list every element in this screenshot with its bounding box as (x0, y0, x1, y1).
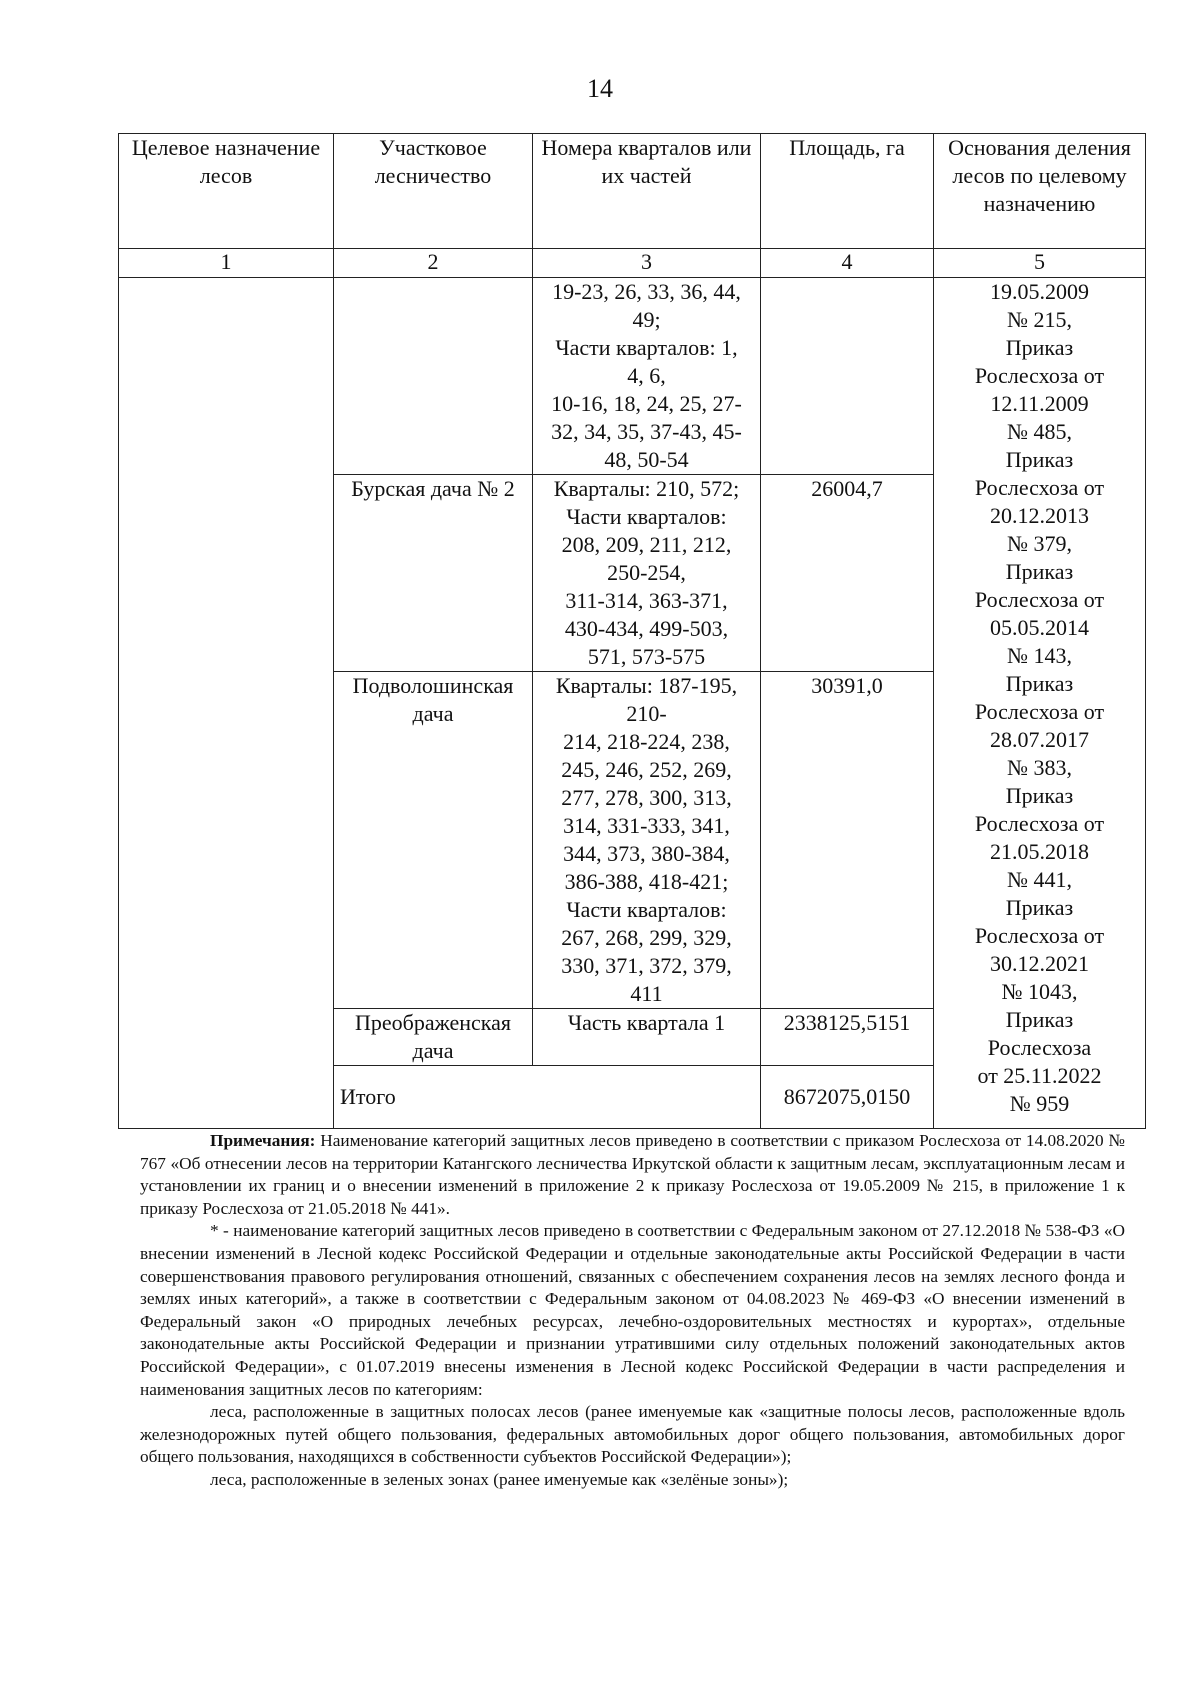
notes (140, 1130, 1125, 1492)
district-cell: Бурская дача № 2 (334, 475, 533, 672)
table-row (119, 278, 1146, 475)
header-area: Площадь, га (761, 134, 934, 249)
text-line: 214, 218-224, 238, (563, 729, 730, 754)
text-line: Части кварталов: 1, (555, 335, 738, 360)
text-line: Приказ (1005, 1007, 1074, 1032)
text-lines (940, 278, 1139, 1118)
text-line: 314, 331-333, 341, (563, 813, 730, 838)
header-quarters: Номера кварталов или их частей (533, 134, 761, 249)
col-number: 1 (119, 249, 334, 278)
text-line: 20.12.2013 (990, 503, 1089, 528)
text-line: 245, 246, 252, 269, (561, 757, 732, 782)
district-cell: Преображенская дача (334, 1009, 533, 1066)
text-line: № 959 (1009, 1091, 1070, 1116)
text-line: Рослесхоза от (974, 587, 1105, 612)
text-line: № 485, (1007, 419, 1072, 444)
text-line: Рослесхоза от (974, 475, 1105, 500)
text-line: 48, 50-54 (604, 447, 689, 472)
text-line: Рослесхоза от (974, 699, 1105, 724)
text-line: № 215, (1007, 307, 1072, 332)
text-line: Кварталы: 187-195, (555, 673, 738, 698)
text-line: 28.07.2017 (990, 727, 1089, 752)
purpose-cell (119, 278, 334, 1129)
text-line: 330, 371, 372, 379, (561, 953, 732, 978)
text-line: Рослесхоза от (974, 923, 1105, 948)
header-basis: Основания деления лесов по целевому назначению (934, 134, 1146, 249)
total-label: Итого (334, 1066, 761, 1129)
text-line: Рослесхоза от (974, 363, 1105, 388)
text-line: 208, 209, 211, 212, (561, 532, 732, 557)
header-purpose: Целевое назначение лесов (119, 134, 334, 249)
col-number: 5 (934, 249, 1146, 278)
text-line: № 1043, (1001, 979, 1078, 1004)
text-line: 05.05.2014 (990, 615, 1089, 640)
text-line: 344, 373, 380-384, (563, 841, 730, 866)
text-line: от 25.11.2022 (977, 1063, 1102, 1088)
text-line: 386-388, 418-421; (564, 869, 729, 894)
text-line: Части кварталов: (566, 504, 727, 529)
text-line: 267, 268, 299, 329, (561, 925, 732, 950)
text-line: 49; (632, 307, 661, 332)
forest-table (118, 133, 1146, 1129)
text-line: 277, 278, 300, 313, (561, 785, 732, 810)
quarters-cell (533, 672, 761, 1009)
area-cell: 30391,0 (761, 672, 934, 1009)
district-cell (334, 278, 533, 475)
text-line: Рослесхоза от (974, 811, 1105, 836)
total-area: 8672075,0150 (761, 1066, 934, 1129)
text-line: 30.12.2021 (990, 951, 1089, 976)
text-line: 210- (626, 701, 667, 726)
quarters-cell (533, 1009, 761, 1066)
text-line: Приказ (1005, 335, 1074, 360)
text-line: 19-23, 26, 33, 36, 44, (552, 279, 741, 304)
text-line: 4, 6, (627, 363, 666, 388)
text-lines (539, 1009, 754, 1037)
text-lines (539, 672, 754, 1008)
text-line: 12.11.2009 (990, 391, 1089, 416)
text-line: Приказ (1005, 559, 1074, 584)
text-line: 311-314, 363-371, (565, 588, 728, 613)
text-line: Приказ (1005, 895, 1074, 920)
col-number: 3 (533, 249, 761, 278)
text-line: Части кварталов: (566, 897, 727, 922)
text-line: 21.05.2018 (990, 839, 1089, 864)
quarters-cell (533, 475, 761, 672)
text-line: 10-16, 18, 24, 25, 27- (551, 391, 742, 416)
area-cell: 2338125,5151 (761, 1009, 934, 1066)
header-district: Участковое лесничество (334, 134, 533, 249)
note-text: * - наименование категорий защитных лесов приведено в соответствии с Федеральным законом от 27.12.2018 № 538-ФЗ «О внесении изменений в Лесной кодекс Российской Федерации и отдельные законодательные акты Российской Федерации в части совершенствования правового регулирования отношений, связанных с обеспечением сохранения лесов на землях лесного фонда и землях иных категорий», а также в соответствии с Федеральным законом от 04.08.2023 № 469-ФЗ «О внесении изменений в Федеральный закон «О природных лечебных ресурсах, лечебно-оздоровительных местностях и курортах», отдельные законодательные акты Российской Федерации и признании утратившими силу отдельных положений законодательных актов Российской Федерации», с 01.07.2019 внесены изменения в Лесной кодекс Российской Федерации в части распределения и наименования защитных лесов по категориям: (140, 1221, 1125, 1399)
text-line: Кварталы: 210, 572; (553, 476, 740, 501)
area-cell: 26004,7 (761, 475, 934, 672)
text-lines (539, 475, 754, 671)
text-line: 250-254, (607, 560, 686, 585)
note-text: леса, расположенные в зеленых зонах (ранее именуемые как «зелёные зоны»); (210, 1469, 789, 1489)
page-number: 14 (587, 74, 613, 103)
text-line: № 383, (1007, 755, 1072, 780)
text-line: Приказ (1005, 783, 1074, 808)
col-number: 4 (761, 249, 934, 278)
text-line: 19.05.2009 (990, 279, 1089, 304)
quarters-cell (533, 278, 761, 475)
text-line: Приказ (1005, 447, 1074, 472)
area-cell (761, 278, 934, 475)
text-line: 430-434, 499-503, (564, 616, 729, 641)
text-line: № 441, (1007, 867, 1072, 892)
basis-cell (934, 278, 1146, 1129)
note-text: леса, расположенные в защитных полосах лесов (ранее именуемые как «защитные полосы лесов, расположенные вдоль железнодорожных путей общего пользования, федеральных автомобильных дорог общего пользования, автомобильных дорог общего пользования, находящихся в собственности субъектов Российской Федерации»); (140, 1402, 1125, 1467)
text-line: Рослесхоза (987, 1035, 1092, 1060)
col-number: 2 (334, 249, 533, 278)
text-line: № 143, (1007, 643, 1072, 668)
notes-label: Примечания: (210, 1131, 316, 1150)
text-lines (539, 278, 754, 474)
text-line: Часть квартала 1 (567, 1010, 726, 1035)
district-cell: Подволошинская дача (334, 672, 533, 1009)
text-line: 32, 34, 35, 37-43, 45- (551, 419, 742, 444)
text-line: Приказ (1005, 671, 1074, 696)
text-line: № 379, (1007, 531, 1072, 556)
text-line: 571, 573-575 (587, 644, 706, 669)
note-text: Наименование категорий защитных лесов приведено в соответствии с приказом Рослесхоза от 14.08.2020 № 767 «Об отнесении лесов на территории Катангского лесничества Иркутской области к защитным лесам, эксплуатационным лесам и установлении их границ и о внесении изменений в приложение 2 к приказу Рослесхоза от 19.05.2009 № 215, в приложение 1 к приказу Рослесхоза от 21.05.2018 № 441». (140, 1131, 1126, 1218)
text-line: 411 (630, 981, 663, 1006)
